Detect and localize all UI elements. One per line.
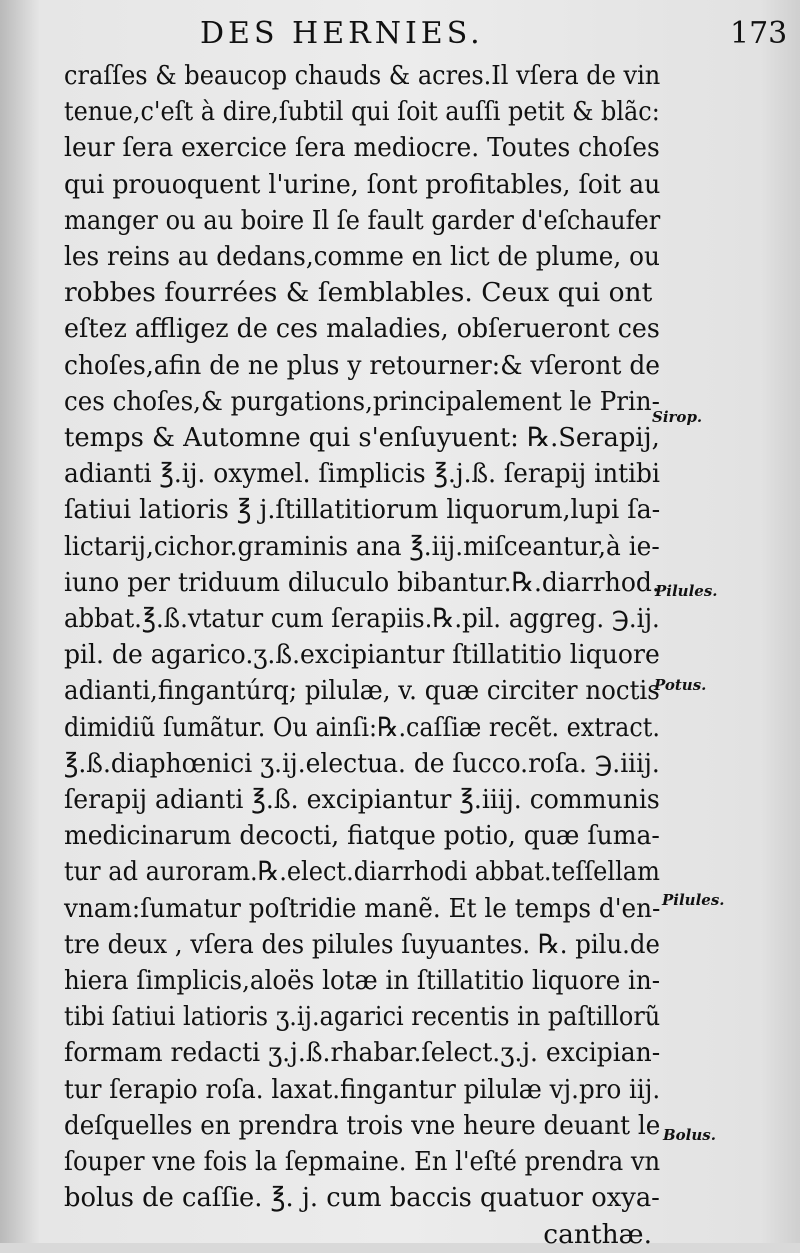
text-line: vnam:ſumatur poſtridie manẽ. Et le temps d'en- <box>64 892 661 924</box>
text-line: ſouper vne fois la ſepmaine. En l'eſté prendra vn <box>64 1146 661 1178</box>
text-line: lictarij,cichor.graminis ana ℥.iij.miſceantur,à ie- <box>64 530 660 562</box>
page-header <box>0 10 800 60</box>
text-line: ſerapij adianti ℥.ß. excipiantur ℥.iiij. communis <box>64 784 660 816</box>
text-line: ces choſes,& purgations,principalement le Prin- <box>64 385 660 417</box>
text-line: tur ad auroram.℞.elect.diarrhodi abbat.teſſellam <box>64 856 660 888</box>
text-line: tenue,c'eſt à dire,ſubtil qui ſoit auſſi petit & blãc: <box>64 96 660 128</box>
text-line: temps & Automne qui s'enſuyuent: ℞.Serapij, <box>64 422 660 454</box>
running-title: DES HERNIES. <box>200 16 484 51</box>
text-line: abbat.℥.ß.vtatur cum ſerapiis.℞.pil. aggreg. ℈.ij. <box>64 603 660 635</box>
text-line: craſſes & beaucop chauds & acres.Il vſera de vin <box>64 60 661 91</box>
margin-note-bolus: Bolus. <box>663 1126 716 1144</box>
text-line: ℥.ß.diaphœnici ʒ.ij.electua. de ſucco.roſa. ℈.iiij. <box>64 747 660 779</box>
text-line: leur ſera exercice ſera mediocre. Toutes choſes <box>64 132 660 164</box>
text-line: iuno per triduum diluculo bibantur.℞.diarrhod. <box>64 566 660 598</box>
text-line: medicinarum decocti, fiatque potio, quæ ſuma- <box>64 820 660 852</box>
text-line: tre deux , vſera des pilules ſuyuantes. ℞. pilu.de <box>64 928 660 960</box>
margin-note-potus: Potus. <box>654 676 707 694</box>
text-line: formam redacti ʒ.j.ß.rhabar.ſelect.ʒ.j. excipian- <box>64 1037 661 1069</box>
text-line: qui prouoquent l'urine, ſont profitables, ſoit au <box>64 168 661 200</box>
text-line: pil. de agarico.ʒ.ß.excipiantur ſtillatitio liquore <box>64 639 660 671</box>
text-line: eſtez affligez de ces maladies, obſerueront ces <box>64 313 660 345</box>
text-line: deſquelles en prendra trois vne heure deuant le <box>64 1109 661 1141</box>
text-line: hiera ſimplicis,aloës lotæ in ſtillatitio liquore in- <box>64 965 660 997</box>
text-line-final: canthæ. <box>543 1218 652 1250</box>
text-line: tur ſerapio roſa. laxat.fingantur pilulæ vj.pro iij. <box>64 1073 661 1105</box>
text-line: adianti ℥.ij. oxymel. ſimplicis ℥.j.ß. ſerapij intibi <box>64 458 660 490</box>
margin-note-pilules: Pilules. <box>655 582 718 600</box>
text-line: dimidiũ ſumãtur. Ou ainſi:℞.caſſiæ recẽt. extract. <box>64 711 660 743</box>
text-line: manger ou au boire Il ſe fault garder d'eſchaufer <box>64 204 661 236</box>
page-number: 173 <box>730 16 788 51</box>
margin-note-sirop: Sirop. <box>652 408 703 426</box>
text-line: adianti,fingantúrq; pilulæ, v. quæ circiter noctis <box>64 675 660 707</box>
text-line: les reins au dedans,comme en lict de plume, ou <box>64 241 660 273</box>
text-line: tibi ſatiui latioris ʒ.ij.agarici recentis in paſtillorũ <box>64 1001 661 1033</box>
text-line: robbes fourrées & ſemblables. Ceux qui ont <box>64 277 653 309</box>
margin-note-pilules-2: Pilules. <box>662 891 725 909</box>
text-line: choſes,afin de ne plus y retourner:& vſeront de <box>64 349 661 381</box>
body-text <box>64 58 664 1253</box>
text-line: ſatiui latioris ℥ j.ſtillatitiorum liquorum,lupi ſa- <box>64 494 661 526</box>
text-line: bolus de caſſie. ℥. j. cum baccis quatuor oxya- <box>64 1182 660 1214</box>
